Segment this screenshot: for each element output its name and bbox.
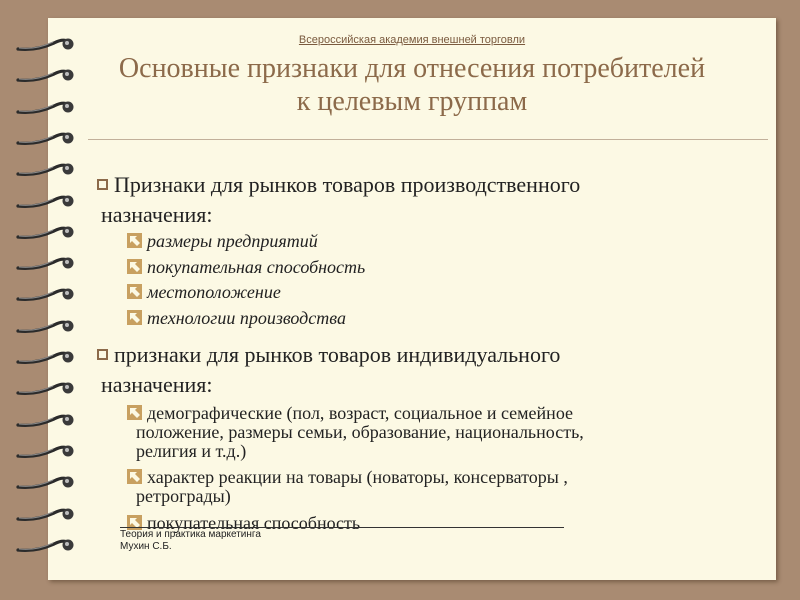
spiral-ring xyxy=(16,222,74,240)
title-divider xyxy=(88,139,768,140)
list-item xyxy=(127,468,697,506)
footer-divider xyxy=(120,527,564,528)
spiral-ring xyxy=(16,65,74,83)
spiral-ring xyxy=(16,472,74,490)
list-item xyxy=(127,404,697,461)
spiral-ring xyxy=(16,410,74,428)
list-item xyxy=(127,309,697,328)
spiral-ring xyxy=(16,191,74,209)
spiral-ring xyxy=(16,316,74,334)
arrow-bullet-icon xyxy=(127,310,142,325)
section-1-heading-line2: назначения: xyxy=(101,202,213,227)
arrow-bullet-icon xyxy=(127,259,142,274)
square-bullet-icon xyxy=(97,349,108,360)
square-bullet-icon xyxy=(97,179,108,190)
organization-name: Всероссийская академия внешней торговли xyxy=(298,34,526,46)
spiral-ring xyxy=(16,441,74,459)
spiral-ring xyxy=(16,504,74,522)
title-line-1: Основные признаки для отнесения потребителей xyxy=(118,53,706,84)
list-item xyxy=(127,283,697,302)
list-item-text: размеры предприятий xyxy=(147,231,318,251)
list-item-text: местоположение xyxy=(147,282,281,302)
list-item-text: технологии производства xyxy=(147,308,346,328)
title-line-2: к целевым группам xyxy=(296,86,528,117)
spiral-ring xyxy=(16,378,74,396)
list-item xyxy=(127,232,697,251)
list-item xyxy=(127,258,697,277)
section-2-heading-line2: назначения: xyxy=(101,372,213,397)
slide-title xyxy=(48,52,776,118)
list-item-text: покупательная способность xyxy=(147,257,366,277)
list-item-text: характер реакции на товары (новаторы, консерваторы , xyxy=(147,467,568,487)
spiral-ring xyxy=(16,284,74,302)
list-item-text: религия и т.д.) xyxy=(136,441,247,461)
spiral-ring xyxy=(16,253,74,271)
list-item-text: покупательная способность xyxy=(147,513,361,533)
spiral-ring xyxy=(16,128,74,146)
spiral-ring xyxy=(16,347,74,365)
section-2-heading-line1: признаки для рынков товаров индивидуального xyxy=(114,342,561,367)
spiral-ring xyxy=(16,535,74,553)
section-1-heading-line1: Признаки для рынков товаров производственного xyxy=(114,172,581,197)
arrow-bullet-icon xyxy=(127,405,142,420)
list-item-text: положение, размеры семьи, образование, национальность, xyxy=(136,422,584,442)
spiral-ring xyxy=(16,159,74,177)
spiral-ring xyxy=(16,34,74,52)
arrow-bullet-icon xyxy=(127,469,142,484)
list-item-text: ретрограды) xyxy=(136,486,231,506)
footer xyxy=(120,529,261,553)
spiral-ring xyxy=(16,97,74,115)
list-item-text: демографические (пол, возраст, социальное и семейное xyxy=(147,403,574,423)
footer-author: Мухин С.Б. xyxy=(120,541,172,552)
section-1-heading xyxy=(97,170,697,230)
section-2-heading xyxy=(97,340,697,400)
footer-course: Теория и практика маркетинга xyxy=(120,529,261,540)
arrow-bullet-icon xyxy=(127,233,142,248)
arrow-bullet-icon xyxy=(127,284,142,299)
